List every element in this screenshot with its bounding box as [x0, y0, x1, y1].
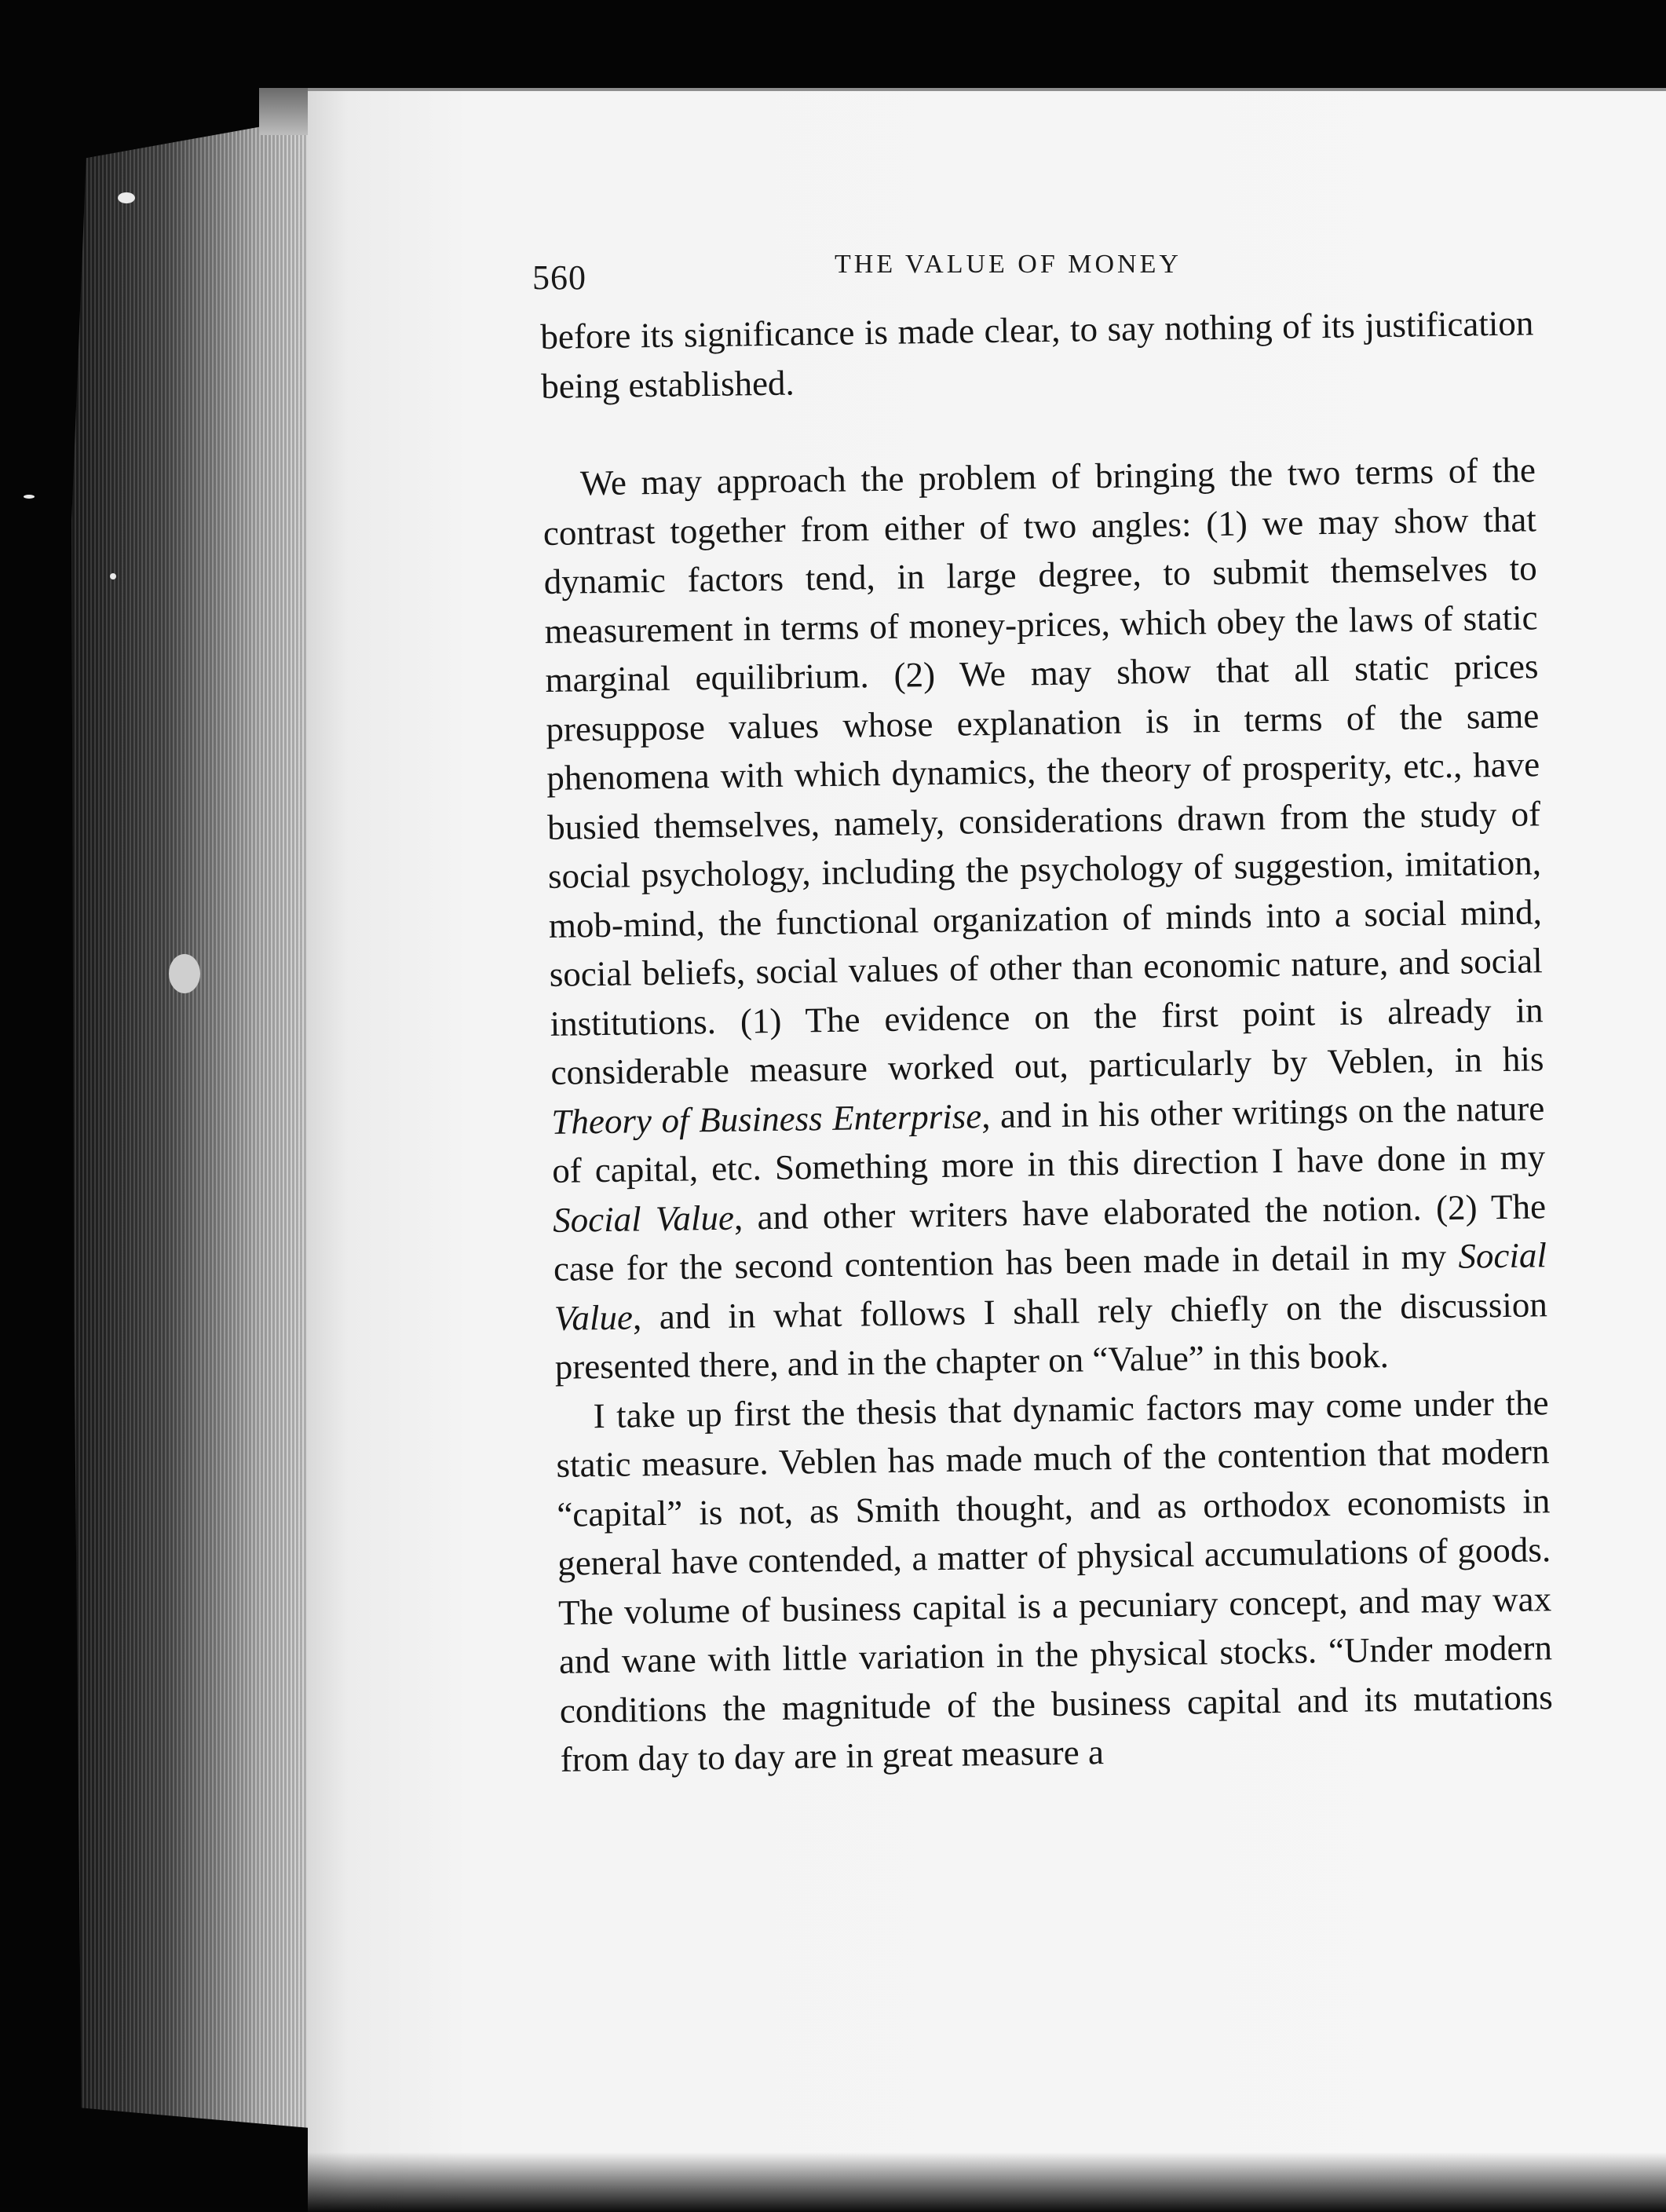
- book-title-italic: Social Value: [554, 1235, 1547, 1338]
- running-title: THE VALUE OF MONEY: [835, 250, 1182, 279]
- book-title-italic: Theory of Business Enterprise: [551, 1095, 982, 1142]
- paragraph: [543, 445, 1548, 1391]
- paragraph-continued: before its significance is made clear, to say nothing of its justification being established.: [540, 303, 1534, 406]
- running-head: [532, 250, 1561, 297]
- scan-speck: [110, 573, 116, 580]
- text-run: , and in his other writings on the nature of capital, etc. Something more in this direction I have done in my: [551, 1088, 1546, 1190]
- book-page-edges: [67, 118, 310, 2128]
- scan-speck: [169, 954, 200, 993]
- text-run: , and other writers have elaborated the notion. (2) The case for the second contention has been made in detail in my: [553, 1186, 1547, 1289]
- text-run: We may approach the problem of bringing the two terms of the contrast together from either of two angles: (1) we may show that dynamic factors tend, in large degree, to submit themselves to measurement in terms of money-prices, which obey the laws of static marginal equilibrium. (2) We may show that all static prices presuppose values whose explanation is in terms of the same phenomena with which dynamics, the theory of prosperity, etc., have busied themselves, namely, considerations drawn from the study of social psychology, including the psychology of suggestion, imitation, mob-mind, the functional organization of minds into a social mind, social beliefs, social values of other than economic nature, and social institutions. (1) The evidence on the first point is already in considerable measure worked out, particularly by Veblen, in his: [543, 450, 1544, 1092]
- scan-speck: [24, 495, 35, 499]
- paragraph: I take up first the thesis that dynamic factors may come under the static measure. Veblen has made much of the contention that modern “capital” is not, as Smith thought, and as orthodox economists in general have contended, a matter of physical accumulations of goods. The volume of business capital is a pecuniary concept, and may wax and wane with little variation in the physical stocks. “Under modern conditions the magnitude of the business capital and its mutations from day to day are in great measure a: [556, 1382, 1554, 1779]
- page-bottom-shadow: [308, 2112, 1666, 2212]
- scan-speck: [118, 192, 135, 203]
- book-title-italic: Social Value: [552, 1197, 735, 1240]
- page-number: 560: [532, 258, 586, 297]
- text-run: , and in what follows I shall rely chiefly on the discussion presented there, and in the chapter on “Value” in this book.: [554, 1284, 1548, 1387]
- body-text: [540, 298, 1554, 1784]
